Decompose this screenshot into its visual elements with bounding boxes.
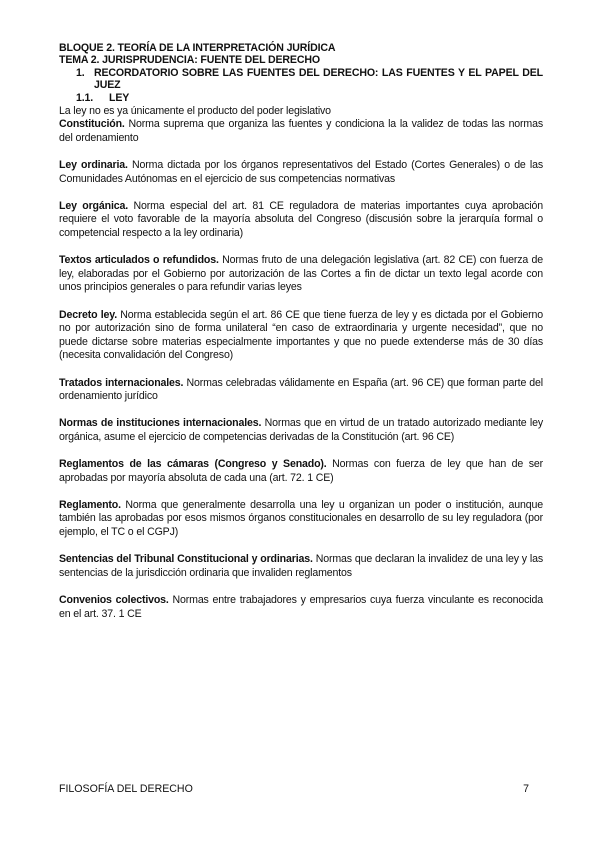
entry-term: Sentencias del Tribunal Constitucional y ordinarias. [59,553,313,566]
entry-tratados [59,377,543,404]
entry-decreto-ley [59,309,543,363]
entry-textos-articulados [59,254,543,295]
subsection-heading [59,92,543,105]
entry-reglamento [59,499,543,540]
entry-ley-organica [59,200,543,241]
entry-term: Reglamentos de las cámaras (Congreso y Senado). [59,458,327,471]
section-heading [59,67,543,92]
footer-subject: FILOSOFÍA DEL DERECHO [59,783,193,795]
entry-text: Normas con fuerza de ley que han de ser aprobadas por mayoría absoluta de cada una (art. 72. 1 CE) [59,458,543,484]
page-number: 7 [523,783,529,795]
intro-paragraph: La ley no es ya únicamente el producto del poder legislativo [59,104,331,117]
entry-text: Normas que declaran la invalidez de una ley y las sentencias de la jurisdicción ordinaria que invaliden reglamentos [59,553,544,579]
entry-normas-instituciones [59,417,543,444]
entry-text: Norma establecida según el art. 86 CE que tiene fuerza de ley y es dictada por el Gobierno no por autorización sino de forma unilateral “en caso de extraordinaria y urgente necesidad”, que no puede dictarse sobre materias especialmente importantes y que no puede extenderse más de 30 días (necesita convalidación del Congreso) [59,308,543,362]
entry-convenios [59,594,543,621]
entry-term: Convenios colectivos. [59,594,169,606]
entry-term: Ley ordinaria. [59,159,128,171]
entry-term: Textos articulados o refundidos. [59,254,219,267]
entry-text: Normas celebradas válidamente en España (art. 96 CE) que forman parte del ordenamiento jurídico [59,376,543,403]
section-title: RECORDATORIO SOBRE LAS FUENTES DEL DERECHO: LAS FUENTES Y EL PAPEL DEL JUEZ [94,66,543,92]
entry-text: Norma que generalmente desarrolla una ley u organizan un poder o institución, aunque también las aprobadas por esos mismos órganos constitucionales en desarrollo de su ley reguladora (por ejemplo, el TC o el CGPJ) [59,498,543,539]
entry-term: Ley orgánica. [59,199,129,212]
entry-text: Normas que en virtud de un tratado autorizado mediante ley orgánica, asume el ejercicio de competencias derivadas de la Constitución (art. 96 CE) [59,417,543,443]
entry-term: Decreto ley. [59,308,117,321]
entry-text: Norma dictada por los órganos representativos del Estado (Cortes Generales) o de las Comunidades Autónomas en el ejercicio de sus competencias normativas [59,159,543,185]
entry-term: Normas de instituciones internacionales. [59,417,262,430]
entry-text: Norma especial del art. 81 CE reguladora de materias importantes cuya aprobación requiere el voto favorable de la mayoría absoluta del Congreso (discusión sobre la jerarquía formal o competencial respecto a la ley ordinaria) [59,199,543,239]
block-heading: BLOQUE 2. TEORÍA DE LA INTERPRETACIÓN JURÍDICA [59,42,336,54]
entry-constitucion [59,118,543,145]
document-page [59,42,543,621]
entry-text: Normas fruto de una delegación legislativa (art. 82 CE) con fuerza de ley, elaboradas por el Gobierno por autorización de las Cortes a fin de dictar un texto legal acorde con unos principios generales o para refundir varias leyes [59,254,543,294]
subsection-title: LEY [109,91,130,104]
topic-heading: TEMA 2. JURISPRUDENCIA: FUENTE DEL DERECHO [59,54,320,67]
entry-text: Norma suprema que organiza las fuentes y condiciona la la validez de todas las normas del ordenamiento [59,118,543,144]
entry-term: Constitución. [59,118,125,131]
section-number: 1. [76,66,85,79]
subsection-number: 1.1. [76,91,94,104]
entry-ley-ordinaria [59,159,543,186]
entry-reglamentos-camaras [59,458,543,485]
page-footer [59,783,529,795]
entry-term: Tratados internacionales. [59,376,184,389]
entry-sentencias [59,553,543,580]
entry-text: Normas entre trabajadores y empresarios cuya fuerza vinculante es reconocida en el art. 37. 1 CE [59,594,543,620]
entry-term: Reglamento. [59,498,121,511]
